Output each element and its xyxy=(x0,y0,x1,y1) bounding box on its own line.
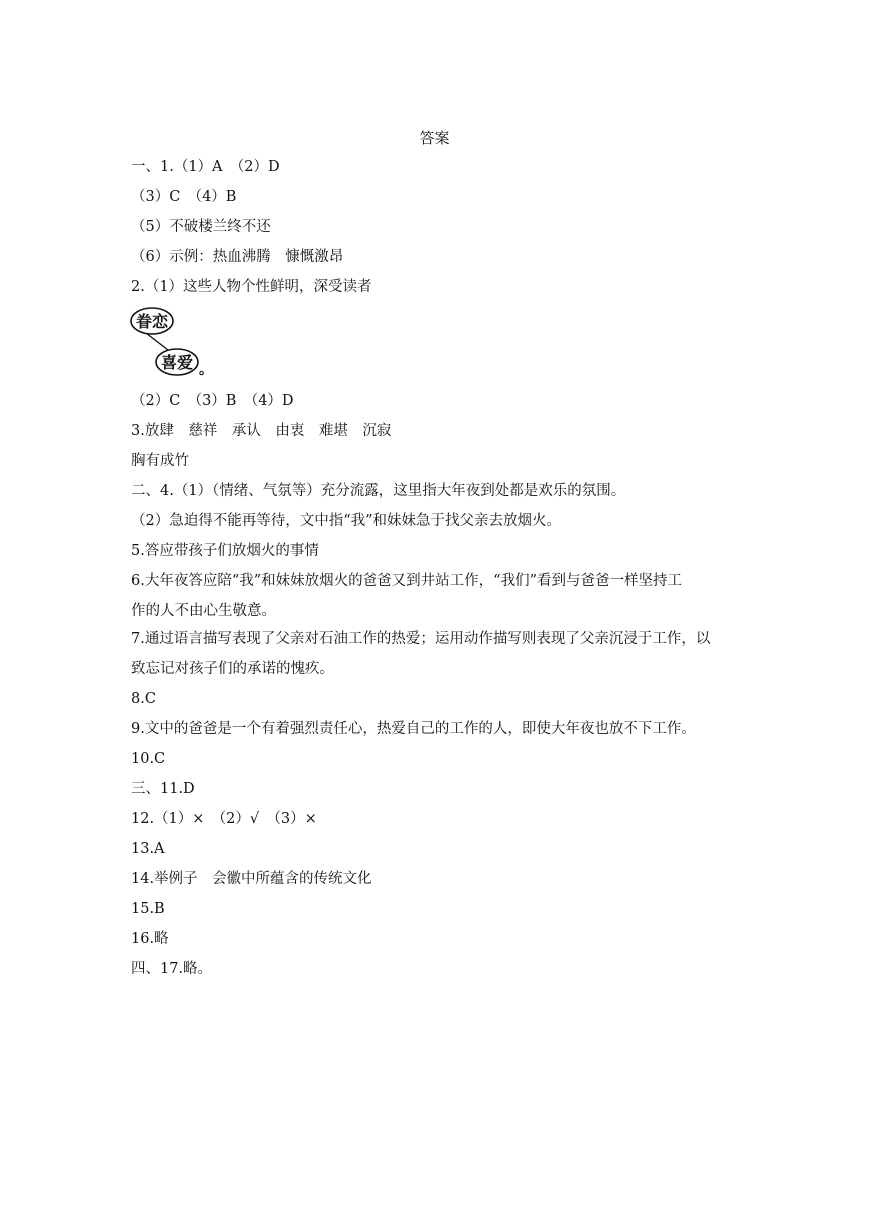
word-link-diagram-svg xyxy=(126,304,246,382)
word-link-diagram xyxy=(126,304,246,382)
answer-line-22: 14.举例子 会徽中所蕴含的传统文化 xyxy=(131,871,372,887)
bottom-word: 喜爱 xyxy=(160,353,194,372)
answer-line-3: （5）不破楼兰终不还 xyxy=(131,219,271,235)
answer-line-4: （6）示例：热血沸腾 慷慨激昂 xyxy=(131,249,344,265)
connector-line xyxy=(146,333,168,350)
answer-line-17: 9.文中的爸爸是一个有着强烈责任心，热爱自己的工作的人，即使大年夜也放不下工作。 xyxy=(131,721,696,737)
answer-line-21: 13.A xyxy=(131,841,165,857)
answer-line-2: （3）C （4）B xyxy=(131,189,237,205)
answer-line-25: 四、17.略。 xyxy=(131,961,213,977)
answer-line-5: 2.（1）这些人物个性鲜明，深受读者 xyxy=(131,279,372,295)
top-word: 眷恋 xyxy=(135,312,169,331)
answer-line-1: 一、1.（1）A （2）D xyxy=(131,159,280,175)
page-title: 答案 xyxy=(419,129,450,147)
answer-line-9: 二、4.（1）（情绪、气氛等）充分流露，这里指大年夜到处都是欢乐的氛围。 xyxy=(131,483,626,499)
answer-line-24: 16.略 xyxy=(131,931,169,947)
answer-line-23: 15.B xyxy=(131,901,165,917)
answer-line-15: 致忘记对孩子们的承诺的愧疚。 xyxy=(131,661,334,677)
answer-line-16: 8.C xyxy=(131,691,156,707)
answer-line-10: （2）急迫得不能再等待，文中指“我”和妹妹急于找父亲去放烟火。 xyxy=(131,513,562,529)
answer-line-20: 12.（1）× （2）√ （3）× xyxy=(131,811,317,827)
diagram-suffix: 。 xyxy=(199,362,213,378)
answer-line-14: 7.通过语言描写表现了父亲对石油工作的热爱；运用动作描写则表现了父亲沉浸于工作，以 xyxy=(131,631,711,647)
answer-line-11: 5.答应带孩子们放烟火的事情 xyxy=(131,543,319,559)
answer-line-19: 三、11.D xyxy=(131,781,195,797)
answer-line-12: 6.大年夜答应陪“我”和妹妹放烟火的爸爸又到井站工作，“我们”看到与爸爸一样坚持工 xyxy=(131,573,682,589)
answer-line-7: 3.放肆 慈祥 承认 由衷 难堪 沉寂 xyxy=(131,423,392,439)
answer-line-18: 10.C xyxy=(131,751,166,767)
answer-line-6: （2）C （3）B （4）D xyxy=(131,393,294,409)
answer-line-8: 胸有成竹 xyxy=(131,453,189,469)
answer-line-13: 作的人不由心生敬意。 xyxy=(131,603,276,619)
